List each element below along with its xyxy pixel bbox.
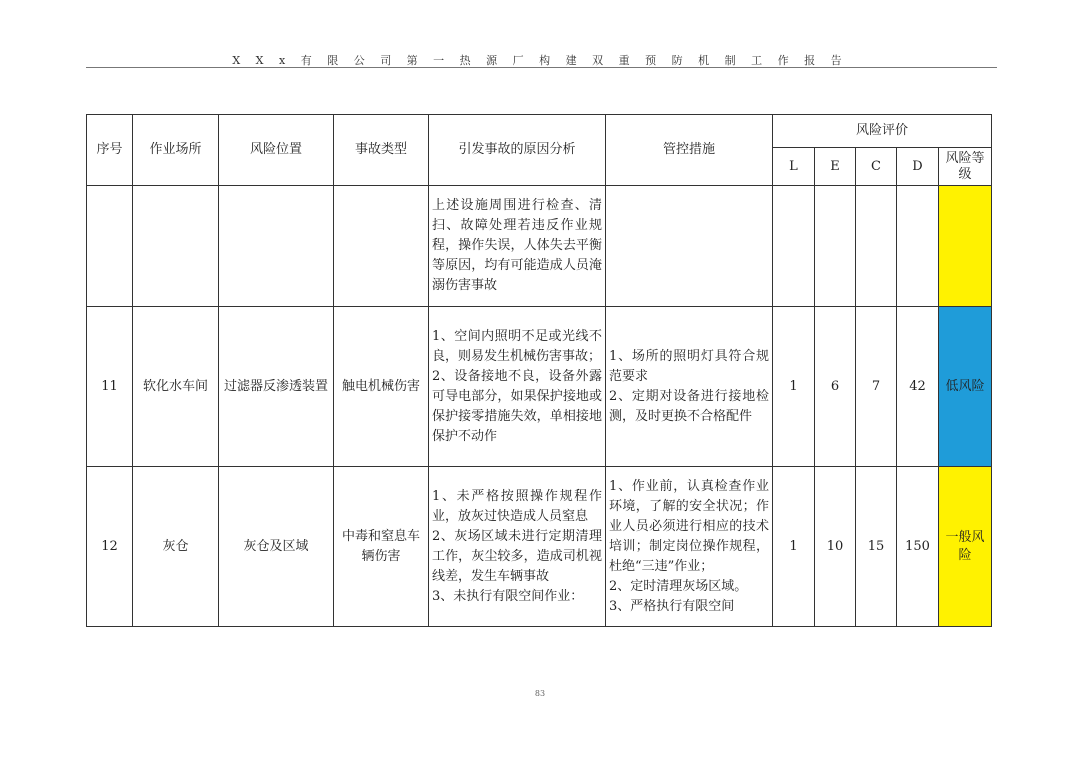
header-seq: 序号 <box>87 115 133 186</box>
header-control: 管控措施 <box>606 115 773 186</box>
report-header: X X x 有 限 公 司 第 一 热 源 厂 构 建 双 重 预 防 机 制 工 作 报 告 <box>232 54 848 67</box>
cell-l: 1 <box>773 307 815 467</box>
table-row <box>87 307 992 467</box>
risk-level-badge <box>939 186 992 307</box>
header-level: 风险等级 <box>939 148 992 186</box>
cause-item: 3、未执行有限空间作业： <box>432 588 584 604</box>
header-c: C <box>856 148 897 186</box>
cell-accident-type: 中毒和窒息车辆伤害 <box>334 467 429 627</box>
cell-d <box>897 186 939 307</box>
cause-item: 1、未严格按照操作规程作业，放灰过快造成人员窒息 <box>432 488 602 524</box>
header-l: L <box>773 148 815 186</box>
cell-c: 15 <box>856 467 897 627</box>
cell-position: 过滤器反渗透装置 <box>219 307 334 467</box>
page-number: 83 <box>534 689 546 698</box>
cell-e <box>815 186 856 307</box>
cell-control <box>606 307 773 467</box>
cause-text: 上述设施周围进行检查、清扫、故障处理若违反作业规程，操作失误，人体失去平衡等原因，均有可能造成人员淹溺伤害事故 <box>432 198 602 293</box>
cell-control <box>606 467 773 627</box>
cell-site: 灰仓 <box>133 467 219 627</box>
cell-seq: 12 <box>87 467 133 627</box>
header-d: D <box>897 148 939 186</box>
cause-item: 1、空间内照明不足或光线不良，则易发生机械伤害事故； <box>432 328 602 364</box>
cause-item: 2、设备接地不良，设备外露可导电部分，如果保护接地或保护接零措施失效，单相接地保护不动作 <box>432 368 602 444</box>
cell-d: 150 <box>897 467 939 627</box>
cell-d: 42 <box>897 307 939 467</box>
cell-e: 6 <box>815 307 856 467</box>
cell-control <box>606 186 773 307</box>
cause-item: 2、灰场区域未进行定期清理工作，灰尘较多，造成司机视线差，发生车辆事故 <box>432 528 602 584</box>
cell-position <box>219 186 334 307</box>
control-item: 1、场所的照明灯具符合规范要求 <box>609 348 769 384</box>
cell-accident-type: 触电机械伤害 <box>334 307 429 467</box>
header-cause: 引发事故的原因分析 <box>429 115 606 186</box>
cell-l <box>773 186 815 307</box>
control-item: 2、定时清理灰场区域。 <box>609 578 748 594</box>
control-item: 2、定期对设备进行接地检测，及时更换不合格配件 <box>609 388 769 424</box>
cell-position: 灰仓及区域 <box>219 467 334 627</box>
cell-c <box>856 186 897 307</box>
header-site: 作业场所 <box>133 115 219 186</box>
cell-cause <box>429 186 606 307</box>
cell-l: 1 <box>773 467 815 627</box>
cell-seq <box>87 186 133 307</box>
cell-accident-type <box>334 186 429 307</box>
cell-cause <box>429 307 606 467</box>
risk-level-badge: 一般风险 <box>939 467 992 627</box>
cell-cause <box>429 467 606 627</box>
risk-level-badge: 低风险 <box>939 307 992 467</box>
header-e: E <box>815 148 856 186</box>
control-item: 1、作业前，认真检查作业环境，了解的安全状况；作业人员必须进行相应的技术培训；制定岗位操作规程，杜绝“三违”作业； <box>609 478 769 574</box>
cell-e: 10 <box>815 467 856 627</box>
cell-c: 7 <box>856 307 897 467</box>
risk-assessment-table <box>86 114 992 627</box>
cell-seq: 11 <box>87 307 133 467</box>
table-row <box>87 186 992 307</box>
header-evaluation: 风险评价 <box>773 115 992 148</box>
header-accident-type: 事故类型 <box>334 115 429 186</box>
cell-site <box>133 186 219 307</box>
control-item: 3、严格执行有限空间 <box>609 598 735 614</box>
header-divider <box>86 67 997 68</box>
cell-site: 软化水车间 <box>133 307 219 467</box>
table-row <box>87 467 992 627</box>
header-position: 风险位置 <box>219 115 334 186</box>
